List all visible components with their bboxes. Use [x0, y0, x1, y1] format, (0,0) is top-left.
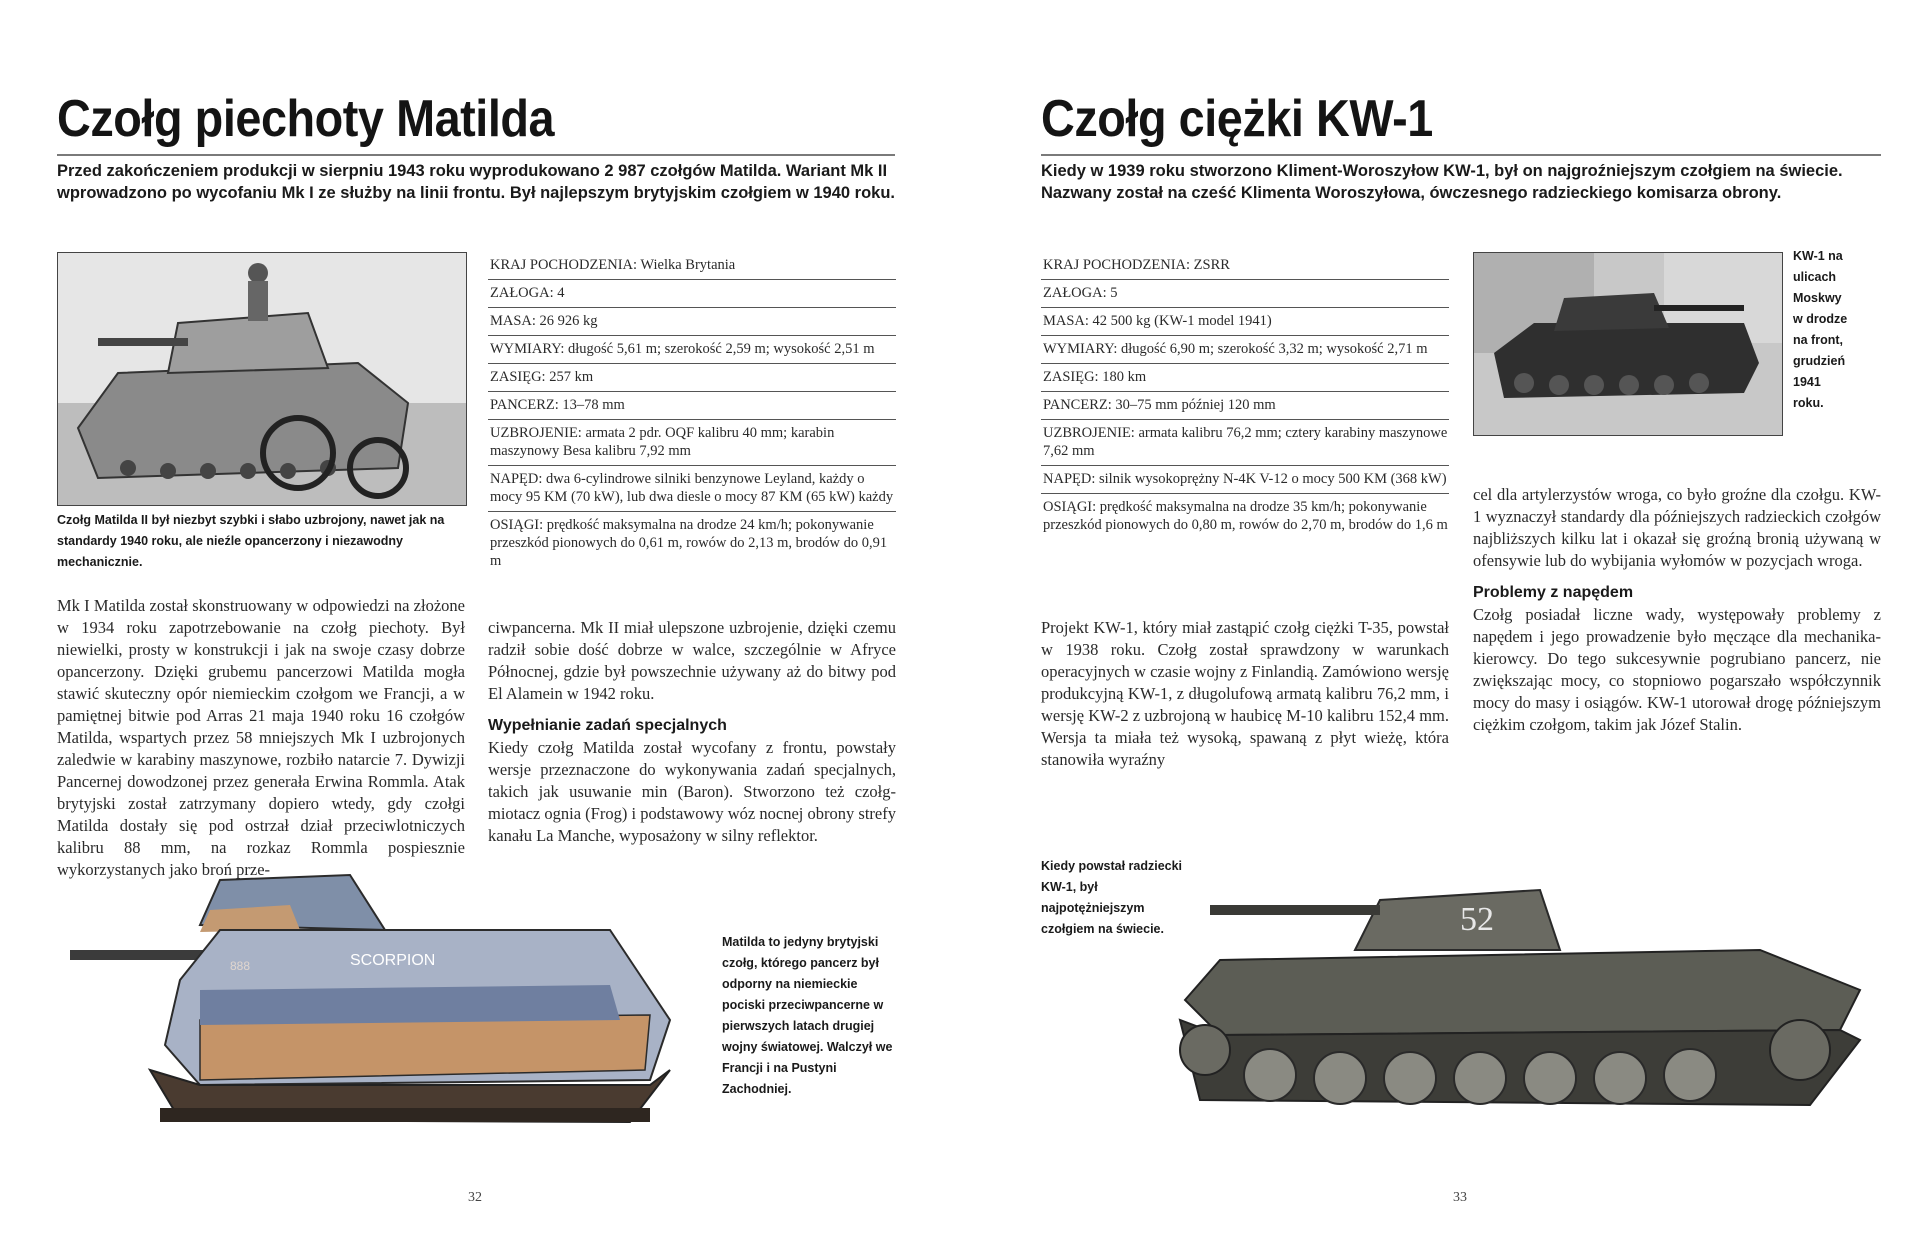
kw1-photo-caption: KW-1 na ulicach Moskwy w drodze na front, grudzień 1941 roku.	[1793, 249, 1848, 410]
matilda-illustration	[50, 870, 710, 1155]
spec-row: KRAJ POCHODZENIA: ZSRR	[1041, 252, 1449, 280]
body-paragraph: cel dla artylerzystów wroga, co było groźne dla czołgu. KW-1 wyznaczył standardy dla późniejszych radzieckich czołgów najbliższych kilku lat i okazał się groźną bronią używaną w ofensywie lub do wybijania wyłomów w pozycjach wroga.	[1473, 485, 1881, 570]
tank-number-label: 52	[1460, 901, 1494, 938]
spec-row: ZAŁOGA: 5	[1041, 280, 1449, 308]
tank-number-label: 888	[230, 959, 251, 973]
kw1-body-col1	[1041, 617, 1449, 771]
matilda-spec-table	[488, 252, 896, 575]
spec-row: OSIĄGI: prędkość maksymalna na drodze 35 km/h; pokonywanie przeszkód pionowych do 0,80 m, rowów do 2,70 m, brodów do 1,6 m	[1043, 499, 1448, 533]
spec-row: NAPĘD: dwa 6-cylindrowe silniki benzynowe Leyland, każdy o mocy 95 KM (70 kW), lub dwa diesle o mocy 87 KM (65 kW) każdy	[488, 466, 896, 512]
lead-paragraph: Kiedy w 1939 roku stworzono Kliment-Woroszyłow KW-1, był on najgroźniejszym czołgiem na świecie. Nazwany został na cześć Klimenta Woroszyłowa, ówczesnego radzieckiego komisarza obrony.	[1041, 162, 1843, 202]
tank-name-label: SCORPION	[350, 952, 436, 969]
section-subhead: Wypełnianie zadań specjalnych	[488, 717, 727, 734]
body-paragraph: ciwpancerna. Mk II miał ulepszone uzbrojenie, dzięki czemu radził sobie dość dobrze w walce, szczególnie w Afryce Północnej, gdzie był powszechnie używany aż do bitwy pod El Alamein w 1942 roku.	[488, 618, 896, 703]
page-number: 33	[1453, 1190, 1467, 1205]
spec-row: NAPĘD: silnik wysokoprężny N-4K V-12 o mocy 500 KM (368 kW)	[1041, 466, 1449, 494]
lead-paragraph: Przed zakończeniem produkcji w sierpniu 1943 roku wyprodukowano 2 987 czołgów Matilda. Wariant Mk II wprowadzono po wycofaniu Mk I ze służby na linii frontu. Był najlepszym brytyjskim czołgiem w 1940 roku.	[57, 162, 896, 202]
kw1-illustration-caption: Kiedy powstał radziecki KW-1, był najpotężniejszym czołgiem na świecie.	[1041, 859, 1183, 936]
title-rule	[1041, 154, 1881, 156]
spec-row: WYMIARY: długość 6,90 m; szerokość 3,32 m; wysokość 2,71 m	[1041, 336, 1449, 364]
kw1-body-col2	[1473, 484, 1881, 736]
matilda-photo-caption: Czołg Matilda II był niezbyt szybki i słabo uzbrojony, nawet jak na standardy 1940 roku, ale nieźle opancerzony i niezawodny mechanicznie.	[57, 513, 445, 569]
spec-row: MASA: 26 926 kg	[488, 308, 896, 336]
page-title-kw1: Czołg ciężki KW-1	[1041, 90, 1433, 148]
body-paragraph: Czołg posiadał liczne wady, występowały problemy z napędem i jego prowadzenie było męczące dla mechanika-kierowcy. Do tego sukcesywnie pogrubiano pancerz, nie zwiększając mocy, co stopniowo pogarszało współczynnik mocy do masy i osiągów. KW-1 utorował drogę późniejszym ciężkim czołgom, takim jak Józef Stalin.	[1473, 605, 1881, 734]
spec-row: UZBROJENIE: armata 2 pdr. OQF kalibru 40 mm; karabin maszynowy Besa kalibru 7,92 mm	[488, 420, 896, 466]
body-paragraph: Mk I Matilda został skonstruowany w odpowiedzi na złożone w 1934 roku zapotrzebowanie na czołg piechoty. Był niewielki, prosty w konstrukcji i jak na swoje czasy dobrze opancerzony. Dzięki grubemu pancerzowi Matilda mogła stawić skuteczny opór niemieckim czołgom we Francji, a w pamiętnej bitwie pod Arras 21 maja 1940 roku 16 czołgów Matilda, wspartych przez 58 mniejszych Mk I uzbrojonych zaledwie w karabiny maszynowe, rozbiło natarcie 7. Dywizji Pancernej dowodzonej przez generała Erwina Rommla. Atak brytyjski został zatrzymany dopiero wtedy, gdy czołgi Matilda dostały się pod ostrzał dział przeciwlotniczych kalibru 88 mm, na rozkaz Rommla pospiesznie wykorzystanych jako broń prze-	[57, 596, 465, 879]
spec-row: PANCERZ: 13–78 mm	[488, 392, 896, 420]
matilda-body-col2	[488, 617, 896, 847]
page-number: 32	[468, 1190, 482, 1205]
matilda-photo	[57, 252, 467, 506]
body-paragraph: Projekt KW-1, który miał zastąpić czołg ciężki T-35, powstał w 1938 roku. Czołg został sprawdzony w warunkach operacyjnych w czasie wojny z Finlandią. Zamówiono wersję produkcyjną KW-1, z długolufową armatą kalibru 76,2 mm, i wersję KW-2 z uzbrojoną w haubicę M-10 kalibru 152,4 mm. Wersja ta miała też wysoką, spawaną z płyt wieżę, która stanowiła wyraźny	[1041, 618, 1449, 769]
title-rule	[57, 154, 895, 156]
spec-row: ZASIĘG: 180 km	[1041, 364, 1449, 392]
kw1-photo	[1473, 252, 1783, 436]
section-subhead: Problemy z napędem	[1473, 584, 1634, 601]
spec-row: UZBROJENIE: armata kalibru 76,2 mm; cztery karabiny maszynowe 7,62 mm	[1041, 420, 1449, 466]
spec-row: ZASIĘG: 257 km	[488, 364, 896, 392]
kw1-illustration	[1160, 850, 1875, 1160]
body-paragraph: Kiedy czołg Matilda został wycofany z frontu, powstały wersje przeznaczone do wykonywania zadań specjalnych, takich jak usuwanie min (Baron). Stworzono też czołg-miotacz ognia (Frog) i podstawowy wóz nocnej obrony strefy kanału La Manche, wyposażony w silny reflektor.	[488, 738, 896, 845]
spec-row: KRAJ POCHODZENIA: Wielka Brytania	[488, 252, 896, 280]
spec-row: OSIĄGI: prędkość maksymalna na drodze 24 km/h; pokonywanie przeszkód pionowych do 0,61 m, rowów do 2,13 m, brodów do 0,91 m	[490, 517, 888, 569]
page-title-matilda: Czołg piechoty Matilda	[57, 90, 555, 148]
spec-row: ZAŁOGA: 4	[488, 280, 896, 308]
matilda-body-col1	[57, 595, 465, 881]
matilda-illustration-caption: Matilda to jedyny brytyjski czołg, którego pancerz był odporny na niemieckie pociski przeciwpancerne w pierwszych latach drugiej wojny światowej. Walczył we Francji i na Pustyni Zachodniej.	[722, 935, 893, 1096]
spec-row: WYMIARY: długość 5,61 m; szerokość 2,59 m; wysokość 2,51 m	[488, 336, 896, 364]
spec-row: MASA: 42 500 kg (KW-1 model 1941)	[1041, 308, 1449, 336]
spec-row: PANCERZ: 30–75 mm później 120 mm	[1041, 392, 1449, 420]
kw1-spec-table	[1041, 252, 1449, 539]
